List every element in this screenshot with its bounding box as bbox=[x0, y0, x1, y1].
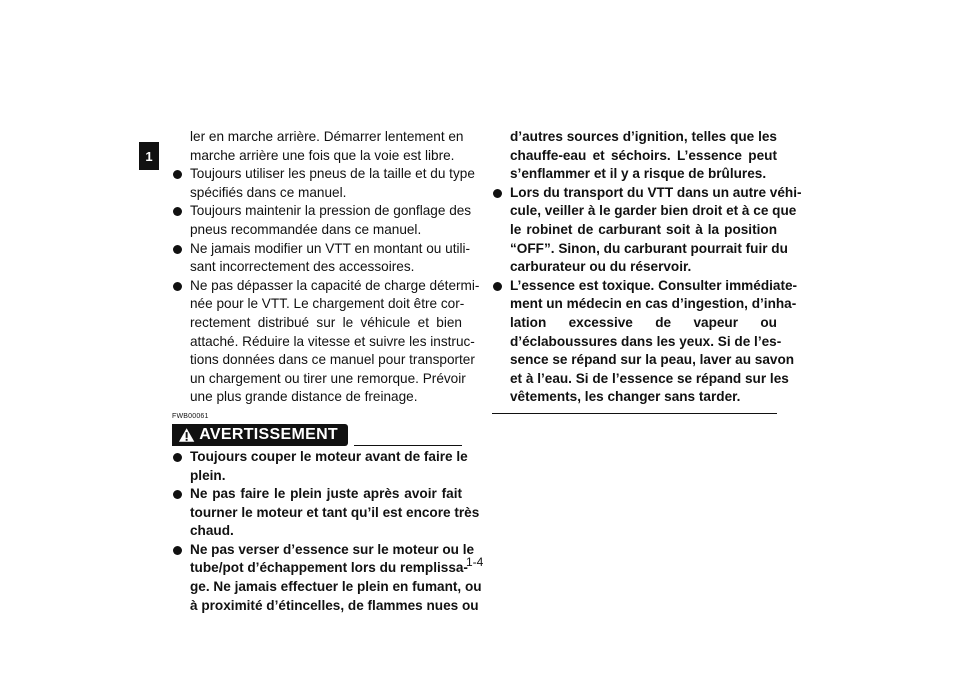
warning-bullet bbox=[492, 184, 802, 277]
text-line: ge. Ne jamais effectuer le plein en fumant, ou bbox=[190, 579, 482, 595]
bullet-item bbox=[172, 165, 475, 202]
warning-bullet bbox=[172, 448, 468, 485]
bullet-icon bbox=[493, 189, 502, 198]
text-line: d’autres sources d’ignition, telles que les bbox=[510, 129, 777, 144]
text-line: et à l’eau. Si de l’essence se répand sur les bbox=[510, 370, 789, 386]
text-line: d’éclaboussures dans les yeux. Si de l’es- bbox=[510, 333, 782, 349]
text-line: ment un médecin en cas d’ingestion, d’inha- bbox=[510, 296, 797, 312]
text-line: à proximité d’étincelles, de flammes nues ou bbox=[190, 597, 479, 613]
text-line: chaud. bbox=[190, 523, 234, 539]
text-line: carburateur ou du réservoir. bbox=[510, 259, 692, 275]
warning-continuation bbox=[492, 128, 777, 184]
text-line: cule, veiller à le garder bien droit et à ce que bbox=[510, 203, 797, 219]
warning-triangle-icon bbox=[178, 427, 195, 443]
text-line: pneus recommandée dans ce manuel. bbox=[190, 221, 422, 237]
text-line: le robinet de carburant soit à la position bbox=[510, 221, 777, 237]
warning-header bbox=[172, 422, 462, 446]
text-line: plein. bbox=[190, 467, 226, 483]
text-line: un chargement ou tirer une remorque. Prévoir bbox=[190, 370, 466, 386]
text-line: chauffe-eau et séchoirs. L’essence peut bbox=[510, 147, 777, 163]
text-line: vêtements, les changer sans tarder. bbox=[510, 389, 741, 405]
bullet-item bbox=[172, 277, 480, 407]
right-column bbox=[492, 128, 802, 414]
text-line: spécifiés dans ce manuel. bbox=[190, 184, 347, 200]
text-line: tube/pot d’échappement lors du remplissa- bbox=[190, 560, 468, 576]
page-number: 1-4 bbox=[466, 555, 484, 569]
text-line: rectement distribué sur le véhicule et bien bbox=[190, 314, 462, 330]
text-line: Ne jamais modifier un VTT en montant ou utili- bbox=[190, 240, 471, 256]
text-line: sant incorrectement des accessoires. bbox=[190, 259, 415, 275]
text-line: Toujours couper le moteur avant de faire le bbox=[190, 448, 468, 464]
bullet-item bbox=[172, 240, 471, 277]
text-line: Ne pas verser d’essence sur le moteur ou le bbox=[190, 541, 475, 557]
bullet-icon bbox=[173, 282, 182, 291]
text-line: marche arrière une fois que la voie est libre. bbox=[190, 147, 455, 163]
bullet-icon bbox=[173, 207, 182, 216]
warning-badge bbox=[172, 424, 348, 446]
text-line: Lors du transport du VTT dans un autre véhi- bbox=[510, 184, 802, 200]
text-line: tourner le moteur et tant qu’il est encore très bbox=[190, 504, 480, 520]
warning-end-divider bbox=[492, 413, 777, 414]
text-line: attaché. Réduire la vitesse et suivre les instruc- bbox=[190, 333, 475, 349]
text-line: une plus grande distance de freinage. bbox=[190, 389, 418, 405]
text-line: sence se répand sur la peau, laver au savon bbox=[510, 352, 795, 368]
text-line: s’enflammer et il y a risque de brûlures. bbox=[510, 166, 767, 182]
bullet-icon bbox=[173, 490, 182, 499]
warning-bullet bbox=[492, 277, 798, 407]
text-line: Ne pas dépasser la capacité de charge détermi- bbox=[190, 277, 480, 293]
chapter-tab: 1 bbox=[139, 142, 159, 170]
text-line: ler en marche arrière. Démarrer lentement en bbox=[190, 129, 464, 144]
text-line: tions données dans ce manuel pour transporter bbox=[190, 352, 475, 368]
text-line: Toujours utiliser les pneus de la taille et du type bbox=[190, 166, 475, 182]
bullet-icon bbox=[173, 245, 182, 254]
intro-paragraph bbox=[172, 128, 462, 165]
warning-label: AVERTISSEMENT bbox=[199, 425, 338, 443]
text-line: L’essence est toxique. Consulter immédiate- bbox=[510, 277, 798, 293]
text-line: lation excessive de vapeur ou bbox=[510, 314, 777, 330]
bullet-item bbox=[172, 202, 472, 239]
text-line: née pour le VTT. Le chargement doit être cor- bbox=[190, 296, 465, 312]
text-line: “OFF”. Sinon, du carburant pourrait fuir du bbox=[510, 240, 788, 256]
warning-code: FWB00061 bbox=[172, 412, 209, 420]
bullet-icon bbox=[173, 170, 182, 179]
bullet-icon bbox=[173, 453, 182, 462]
divider bbox=[354, 423, 462, 446]
bullet-icon bbox=[493, 282, 502, 291]
text-line: Toujours maintenir la pression de gonflage des bbox=[190, 203, 472, 219]
warning-bullet bbox=[172, 485, 480, 541]
text-line: Ne pas faire le plein juste après avoir fait bbox=[190, 486, 462, 502]
bullet-icon bbox=[173, 546, 182, 555]
